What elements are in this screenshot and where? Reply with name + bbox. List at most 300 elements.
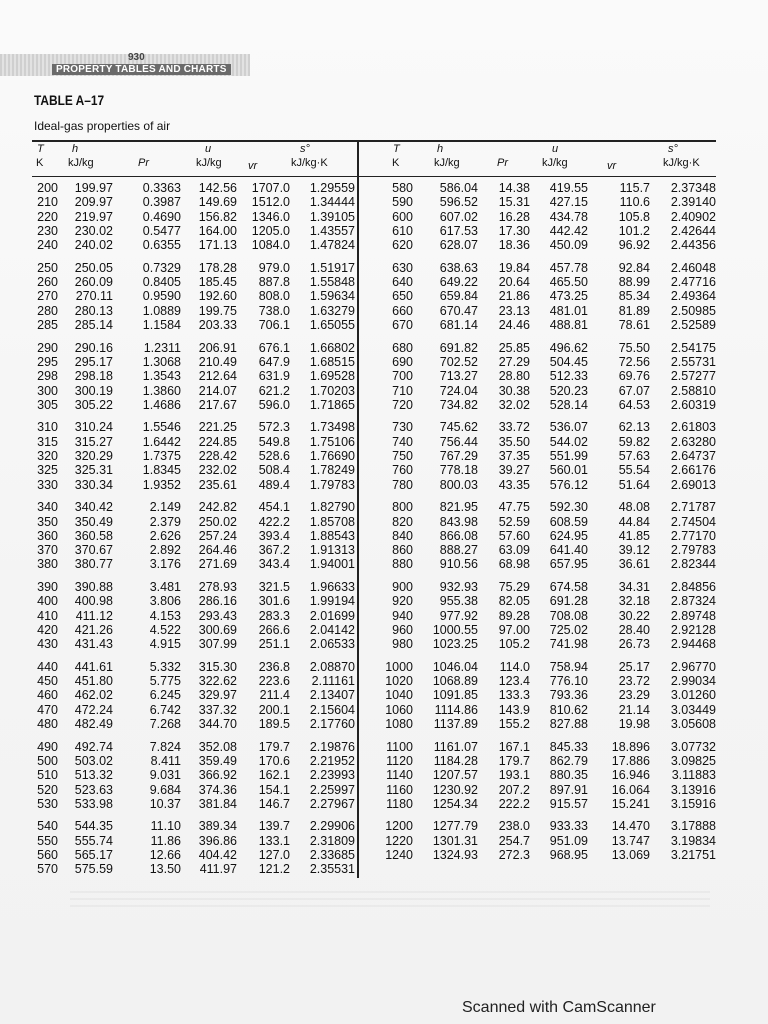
right-cell-h: 843.98 xyxy=(439,514,478,529)
left-cell-T: 290 xyxy=(37,340,58,355)
table-caption: Ideal-gas properties of air xyxy=(34,119,171,133)
right-cell-h: 724.04 xyxy=(439,383,478,398)
right-cell-vr: 16.946 xyxy=(611,768,650,783)
right-cell-h: 681.14 xyxy=(439,318,478,332)
left-cell-u: 366.92 xyxy=(198,768,237,783)
right-cell-h: 977.92 xyxy=(439,608,478,623)
right-cell-T: 650 xyxy=(392,289,413,304)
left-cell-Pr: 1.3543 xyxy=(142,369,181,384)
right-cell-vr: 101.2 xyxy=(618,223,650,238)
header-left-vr: vr xyxy=(248,160,258,172)
right-cell-vr: 78.61 xyxy=(618,318,650,332)
right-cell-T: 1020 xyxy=(385,674,413,689)
left-cell-Pr: 2.626 xyxy=(149,528,181,543)
left-cell-h: 290.16 xyxy=(74,340,113,355)
right-cell-s: 2.49364 xyxy=(670,289,716,304)
right-cell-h: 702.52 xyxy=(439,354,478,369)
left-cell-s: 2.35531 xyxy=(309,862,355,877)
left-cell-Pr: 1.1584 xyxy=(142,318,181,332)
right-cell-u: 708.08 xyxy=(549,608,588,623)
right-cell-T: 960 xyxy=(392,622,413,637)
table-row xyxy=(0,674,768,688)
left-cell-T: 570 xyxy=(37,862,58,877)
right-cell-Pr: 143.9 xyxy=(498,702,530,717)
table-row xyxy=(0,754,768,768)
left-cell-Pr: 5.332 xyxy=(149,659,181,674)
left-cell-h: 310.24 xyxy=(74,420,113,435)
left-cell-s: 1.63279 xyxy=(309,303,355,318)
right-cell-T: 900 xyxy=(392,580,413,594)
left-cell-u: 142.56 xyxy=(198,181,237,195)
table-row xyxy=(0,289,768,303)
left-cell-s: 1.78249 xyxy=(309,463,355,478)
left-cell-Pr: 10.37 xyxy=(149,796,181,811)
right-cell-T: 1160 xyxy=(386,782,413,797)
right-cell-h: 1301.31 xyxy=(432,833,478,848)
left-cell-T: 450 xyxy=(37,674,58,689)
right-cell-vr: 69.76 xyxy=(618,369,650,384)
table-row xyxy=(0,398,768,412)
left-cell-T: 430 xyxy=(37,637,58,652)
table-row xyxy=(0,703,768,717)
right-cell-T: 800 xyxy=(392,500,413,515)
right-cell-Pr: 19.84 xyxy=(498,260,530,275)
left-cell-T: 400 xyxy=(37,594,58,609)
left-cell-h: 305.22 xyxy=(74,397,113,412)
right-cell-u: 481.01 xyxy=(549,303,588,318)
right-cell-T: 1040 xyxy=(385,688,413,703)
right-cell-s: 2.44356 xyxy=(670,238,716,253)
left-cell-T: 550 xyxy=(37,833,58,848)
right-cell-T: 1200 xyxy=(385,819,413,834)
right-cell-u: 845.33 xyxy=(549,739,588,754)
right-cell-s: 2.64737 xyxy=(670,449,716,463)
left-cell-vr: 808.0 xyxy=(258,289,290,304)
left-cell-Pr: 2.379 xyxy=(149,514,181,529)
right-cell-s: 2.94468 xyxy=(670,637,716,652)
right-cell-u: 473.25 xyxy=(549,289,588,304)
left-cell-vr: 454.1 xyxy=(258,500,290,515)
left-cell-vr: 321.5 xyxy=(258,580,290,594)
right-cell-h: 1277.79 xyxy=(432,819,478,834)
left-cell-T: 250 xyxy=(37,260,58,275)
right-cell-u: 758.94 xyxy=(549,659,588,674)
left-cell-s: 1.59634 xyxy=(309,289,355,304)
left-cell-h: 482.49 xyxy=(74,717,113,731)
right-cell-u: 427.15 xyxy=(549,195,588,210)
left-cell-Pr: 1.5546 xyxy=(142,420,181,435)
table-row xyxy=(0,478,768,492)
left-cell-u: 307.99 xyxy=(198,637,237,652)
left-cell-Pr: 12.66 xyxy=(149,848,181,862)
left-cell-h: 575.59 xyxy=(74,862,113,877)
right-cell-vr: 23.72 xyxy=(618,674,650,689)
right-cell-u: 933.33 xyxy=(549,819,588,834)
right-cell-vr: 32.18 xyxy=(618,594,650,609)
left-cell-vr: 154.1 xyxy=(258,782,290,797)
right-cell-Pr: 57.60 xyxy=(498,528,530,543)
left-cell-s: 1.71865 xyxy=(309,397,355,412)
left-cell-h: 280.13 xyxy=(74,303,113,318)
header-right-h-unit: kJ/kg xyxy=(434,157,460,169)
right-cell-vr: 62.13 xyxy=(618,420,650,435)
left-cell-s: 1.76690 xyxy=(309,449,355,463)
right-cell-T: 690 xyxy=(392,354,413,369)
scan-watermark: Scanned with CamScanner xyxy=(462,999,656,1016)
right-cell-s: 2.58810 xyxy=(670,383,716,398)
running-head: PROPERTY TABLES AND CHARTS xyxy=(52,64,231,75)
left-cell-T: 460 xyxy=(37,688,58,703)
left-cell-s: 1.88543 xyxy=(309,528,355,543)
left-cell-u: 389.34 xyxy=(198,819,237,834)
left-cell-s: 1.34444 xyxy=(309,195,355,210)
left-cell-vr: 200.1 xyxy=(258,702,290,717)
left-cell-s: 2.01699 xyxy=(309,608,355,623)
left-cell-Pr: 0.7329 xyxy=(142,260,181,275)
right-cell-vr: 59.82 xyxy=(618,434,650,449)
left-cell-vr: 139.7 xyxy=(258,819,290,834)
left-cell-h: 411.12 xyxy=(75,608,113,623)
right-cell-Pr: 35.50 xyxy=(498,434,530,449)
table-row xyxy=(0,660,768,674)
right-cell-s: 2.89748 xyxy=(670,608,716,623)
left-cell-h: 230.02 xyxy=(74,223,113,238)
left-cell-vr: 647.9 xyxy=(258,354,290,369)
table-row xyxy=(0,783,768,797)
table-row xyxy=(0,463,768,477)
left-cell-vr: 211.4 xyxy=(259,688,290,703)
right-cell-h: 866.08 xyxy=(439,528,478,543)
right-cell-vr: 39.12 xyxy=(618,543,650,558)
right-cell-u: 442.42 xyxy=(549,223,588,238)
left-cell-s: 1.79783 xyxy=(309,477,355,492)
left-cell-Pr: 7.268 xyxy=(149,717,181,731)
right-cell-s: 2.77170 xyxy=(670,528,716,543)
left-cell-vr: 676.1 xyxy=(258,340,290,355)
right-cell-T: 940 xyxy=(392,608,413,623)
right-cell-u: 951.09 xyxy=(549,833,588,848)
left-cell-vr: 121.2 xyxy=(258,862,290,877)
left-cell-Pr: 3.481 xyxy=(149,580,181,594)
right-cell-vr: 57.63 xyxy=(618,449,650,463)
left-cell-u: 199.75 xyxy=(198,303,237,318)
left-cell-h: 462.02 xyxy=(74,688,113,703)
left-cell-u: 329.97 xyxy=(198,688,237,703)
left-cell-T: 240 xyxy=(37,238,58,253)
left-cell-h: 544.35 xyxy=(74,819,113,834)
right-cell-u: 691.28 xyxy=(549,594,588,609)
header-left-h: h xyxy=(72,143,79,155)
right-cell-u: 488.81 xyxy=(549,318,588,332)
right-cell-T: 980 xyxy=(392,637,413,652)
left-cell-vr: 1707.0 xyxy=(251,181,290,195)
left-cell-u: 210.49 xyxy=(198,354,237,369)
right-cell-vr: 85.34 xyxy=(618,289,650,304)
right-cell-u: 862.79 xyxy=(549,753,588,768)
left-cell-vr: 572.3 xyxy=(258,420,290,435)
left-cell-Pr: 1.6442 xyxy=(142,434,181,449)
left-cell-u: 396.86 xyxy=(198,833,237,848)
table-row xyxy=(0,341,768,355)
right-cell-Pr: 82.05 xyxy=(498,594,530,609)
right-cell-h: 1161.07 xyxy=(433,739,478,754)
left-cell-u: 242.82 xyxy=(198,500,237,515)
right-cell-u: 624.95 xyxy=(549,528,588,543)
right-cell-s: 2.96770 xyxy=(670,659,716,674)
right-cell-T: 720 xyxy=(392,397,413,412)
left-cell-h: 219.97 xyxy=(74,209,113,224)
right-cell-s: 2.55731 xyxy=(670,354,716,369)
left-cell-u: 224.85 xyxy=(198,434,237,449)
left-cell-u: 185.45 xyxy=(198,275,237,290)
left-cell-vr: 367.2 xyxy=(258,543,290,558)
right-cell-T: 1000 xyxy=(385,659,413,674)
right-cell-Pr: 27.29 xyxy=(498,354,530,369)
left-cell-h: 250.05 xyxy=(74,260,113,275)
right-cell-s: 2.46048 xyxy=(670,260,716,275)
table-row xyxy=(0,210,768,224)
right-cell-s: 3.13916 xyxy=(670,782,716,797)
left-cell-h: 340.42 xyxy=(74,500,113,515)
left-cell-u: 250.02 xyxy=(198,514,237,529)
header-right-s-unit: kJ/kg·K xyxy=(663,157,700,169)
left-cell-Pr: 1.3068 xyxy=(142,354,181,369)
left-cell-Pr: 7.824 xyxy=(149,739,181,754)
table-row xyxy=(0,304,768,318)
table-row xyxy=(0,740,768,754)
left-cell-u: 228.42 xyxy=(198,449,237,463)
left-cell-u: 221.25 xyxy=(198,420,237,435)
table-row xyxy=(0,580,768,594)
left-cell-u: 164.00 xyxy=(198,223,237,238)
right-cell-T: 1060 xyxy=(385,702,413,717)
right-cell-u: 560.01 xyxy=(549,463,588,478)
table-row xyxy=(0,557,768,571)
left-cell-vr: 343.4 xyxy=(258,557,290,572)
left-cell-Pr: 0.9590 xyxy=(142,289,181,304)
left-cell-u: 411.97 xyxy=(199,862,237,877)
left-cell-T: 440 xyxy=(37,659,58,674)
left-cell-vr: 223.6 xyxy=(258,674,290,689)
left-cell-Pr: 1.7375 xyxy=(142,449,181,463)
left-cell-u: 171.13 xyxy=(198,238,237,253)
right-cell-vr: 67.07 xyxy=(618,383,650,398)
left-cell-u: 381.84 xyxy=(198,796,237,811)
right-cell-Pr: 254.7 xyxy=(498,833,530,848)
right-cell-T: 710 xyxy=(392,383,413,398)
header-right-vr: vr xyxy=(607,160,617,172)
right-cell-h: 910.56 xyxy=(439,557,478,572)
left-cell-u: 300.69 xyxy=(198,622,237,637)
left-cell-s: 1.68515 xyxy=(309,354,355,369)
right-cell-Pr: 39.27 xyxy=(498,463,530,478)
left-cell-Pr: 11.86 xyxy=(150,833,181,848)
right-cell-vr: 18.896 xyxy=(611,739,650,754)
right-cell-Pr: 123.4 xyxy=(498,674,530,689)
left-cell-vr: 422.2 xyxy=(258,514,290,529)
left-cell-s: 2.23993 xyxy=(309,768,355,783)
left-cell-vr: 127.0 xyxy=(258,848,290,862)
left-cell-Pr: 5.775 xyxy=(149,674,181,689)
left-cell-T: 280 xyxy=(37,303,58,318)
right-cell-T: 600 xyxy=(392,209,413,224)
right-cell-vr: 92.84 xyxy=(618,260,650,275)
right-cell-Pr: 207.2 xyxy=(498,782,530,797)
left-cell-h: 209.97 xyxy=(74,195,113,210)
right-cell-u: 528.14 xyxy=(549,397,588,412)
right-cell-Pr: 105.2 xyxy=(498,637,530,652)
right-cell-vr: 105.8 xyxy=(618,209,650,224)
left-cell-s: 2.27967 xyxy=(309,796,355,811)
left-cell-vr: 508.4 xyxy=(258,463,290,478)
right-cell-h: 691.82 xyxy=(439,340,478,355)
right-cell-vr: 34.31 xyxy=(618,580,650,594)
left-cell-Pr: 6.245 xyxy=(149,688,181,703)
left-cell-h: 565.17 xyxy=(74,848,113,862)
left-cell-h: 421.26 xyxy=(74,622,113,637)
table-row xyxy=(0,529,768,543)
right-cell-vr: 14.470 xyxy=(611,819,650,834)
right-cell-T: 880 xyxy=(392,557,413,572)
header-right-T-unit: K xyxy=(392,157,400,169)
left-cell-T: 310 xyxy=(37,420,58,435)
table-row xyxy=(0,862,768,876)
right-cell-h: 638.63 xyxy=(439,260,478,275)
left-cell-T: 350 xyxy=(37,514,58,529)
header-right-s: s° xyxy=(668,143,678,155)
left-cell-Pr: 1.4686 xyxy=(142,397,181,412)
left-cell-vr: 301.6 xyxy=(258,594,290,609)
right-cell-Pr: 16.28 xyxy=(498,209,530,224)
right-cell-vr: 36.61 xyxy=(618,557,650,572)
right-cell-vr: 75.50 xyxy=(618,340,650,355)
right-cell-s: 2.52589 xyxy=(670,318,716,332)
right-cell-Pr: 114.0 xyxy=(499,659,530,674)
right-cell-h: 586.04 xyxy=(439,181,478,195)
table-row xyxy=(0,688,768,702)
right-cell-Pr: 21.86 xyxy=(498,289,530,304)
left-cell-h: 370.67 xyxy=(74,543,113,558)
right-cell-vr: 28.40 xyxy=(618,622,650,637)
right-cell-h: 649.22 xyxy=(439,275,478,290)
left-cell-Pr: 0.3987 xyxy=(142,195,181,210)
left-cell-u: 235.61 xyxy=(198,477,237,492)
left-cell-vr: 236.8 xyxy=(258,659,290,674)
left-cell-Pr: 1.0889 xyxy=(142,303,181,318)
right-cell-Pr: 89.28 xyxy=(498,608,530,623)
right-cell-Pr: 155.2 xyxy=(498,717,530,731)
left-cell-T: 380 xyxy=(37,557,58,572)
right-cell-T: 640 xyxy=(392,275,413,290)
table-row xyxy=(0,318,768,332)
right-cell-h: 1254.34 xyxy=(432,796,478,811)
left-cell-T: 200 xyxy=(37,181,58,195)
left-cell-u: 156.82 xyxy=(198,209,237,224)
left-cell-u: 264.46 xyxy=(198,543,237,558)
left-cell-s: 2.31809 xyxy=(309,833,355,848)
left-cell-Pr: 1.8345 xyxy=(142,463,181,478)
right-cell-Pr: 193.1 xyxy=(498,768,530,783)
header-right-u: u xyxy=(552,143,559,155)
header-left-h-unit: kJ/kg xyxy=(68,157,94,169)
right-cell-T: 1080 xyxy=(385,717,413,731)
left-cell-Pr: 6.742 xyxy=(149,702,181,717)
right-cell-vr: 17.886 xyxy=(611,753,650,768)
left-cell-Pr: 3.806 xyxy=(149,594,181,609)
right-cell-u: 880.35 xyxy=(549,768,588,783)
right-cell-h: 617.53 xyxy=(439,223,478,238)
left-cell-h: 533.98 xyxy=(74,796,113,811)
left-cell-T: 340 xyxy=(37,500,58,515)
left-cell-T: 490 xyxy=(37,739,58,754)
right-cell-u: 434.78 xyxy=(549,209,588,224)
right-cell-u: 776.10 xyxy=(549,674,588,689)
right-cell-u: 520.23 xyxy=(549,383,588,398)
left-cell-T: 285 xyxy=(37,318,58,332)
right-cell-Pr: 52.59 xyxy=(498,514,530,529)
right-cell-vr: 96.92 xyxy=(618,238,650,253)
left-cell-s: 2.25997 xyxy=(309,782,355,797)
left-cell-s: 2.17760 xyxy=(309,717,355,731)
left-cell-T: 390 xyxy=(37,580,58,594)
left-cell-u: 315.30 xyxy=(198,659,237,674)
right-cell-h: 734.82 xyxy=(439,397,478,412)
left-cell-s: 2.21952 xyxy=(309,753,355,768)
right-cell-h: 1068.89 xyxy=(432,674,478,689)
table-row xyxy=(0,500,768,514)
right-cell-u: 608.59 xyxy=(549,514,588,529)
faded-footnote xyxy=(70,886,710,912)
page-number: 930 xyxy=(128,52,145,63)
left-cell-vr: 1512.0 xyxy=(251,195,290,210)
right-cell-s: 2.57277 xyxy=(670,369,716,384)
left-cell-vr: 621.2 xyxy=(258,383,290,398)
right-cell-u: 810.62 xyxy=(549,702,588,717)
left-cell-vr: 528.6 xyxy=(258,449,290,463)
right-cell-T: 920 xyxy=(392,594,413,609)
left-cell-Pr: 3.176 xyxy=(149,557,181,572)
left-cell-vr: 189.5 xyxy=(258,717,290,731)
table-title: TABLE A–17 xyxy=(34,92,105,108)
right-cell-s: 3.05608 xyxy=(670,717,716,731)
left-cell-vr: 489.4 xyxy=(258,477,290,492)
right-cell-s: 3.21751 xyxy=(670,848,716,862)
left-cell-s: 2.15604 xyxy=(309,702,355,717)
right-cell-Pr: 37.35 xyxy=(498,449,530,463)
right-cell-Pr: 167.1 xyxy=(498,739,530,754)
right-cell-T: 860 xyxy=(392,543,413,558)
table-row xyxy=(0,623,768,637)
left-cell-s: 1.47824 xyxy=(309,238,355,253)
left-cell-u: 214.07 xyxy=(198,383,237,398)
left-cell-T: 560 xyxy=(37,848,58,862)
left-cell-h: 240.02 xyxy=(74,238,113,253)
right-cell-s: 2.37348 xyxy=(670,181,716,195)
right-cell-h: 800.03 xyxy=(439,477,478,492)
header-bottom-rule xyxy=(32,176,716,177)
right-cell-Pr: 14.38 xyxy=(498,181,530,195)
right-cell-h: 670.47 xyxy=(439,303,478,318)
left-cell-Pr: 0.6355 xyxy=(142,238,181,253)
left-cell-u: 322.62 xyxy=(198,674,237,689)
left-cell-s: 1.29559 xyxy=(309,181,355,195)
left-cell-s: 2.29906 xyxy=(309,819,355,834)
right-cell-vr: 115.7 xyxy=(619,181,650,195)
right-cell-vr: 16.064 xyxy=(611,782,650,797)
table-row xyxy=(0,384,768,398)
left-cell-T: 530 xyxy=(37,796,58,811)
left-cell-T: 540 xyxy=(37,819,58,834)
